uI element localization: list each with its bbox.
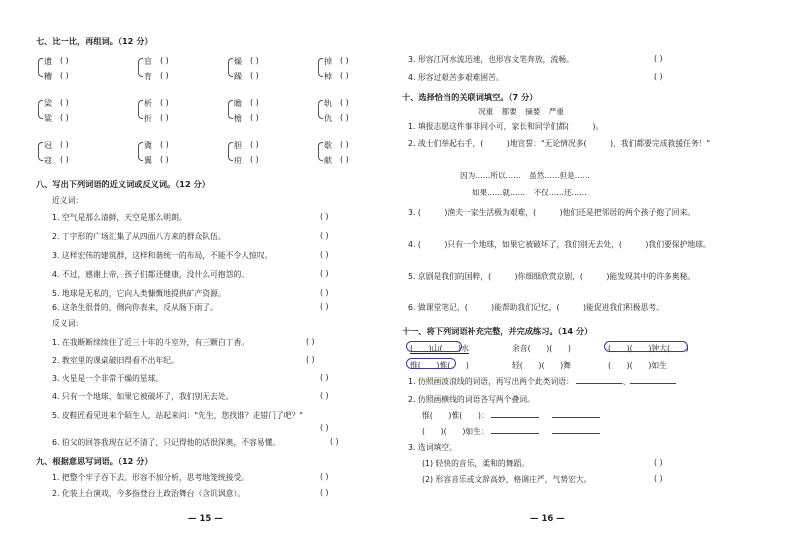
s11-q2a: 惟( )惟( )： [422,410,600,421]
pair-brace [138,142,143,161]
synonym-item: 1. 空气是那么清鲜，天空是那么明朗。 [52,213,187,222]
pair-char: 躁 [234,72,242,81]
synonym-item: 3. 这样宏伟的建筑群，这样和谐统一的布局，不能不令人惊叹。 [52,251,273,260]
antonym-item: 6. 伯父的回答我现在记不清了，只记得他的话很深奥，不容易懂。 [52,438,281,447]
pair-answer-paren[interactable]: ( ) [60,113,69,122]
pair-brace [38,100,43,119]
idiom-highlight [406,341,462,352]
pair-char: 冀 [144,141,152,150]
answer-paren[interactable]: ( ) [306,337,315,346]
pair-char: 轨 [324,99,332,108]
pair-answer-paren[interactable]: ( ) [340,155,349,164]
pair-brace [138,100,143,119]
idiom-highlight [406,358,456,369]
pair-answer-paren[interactable]: ( ) [160,155,169,164]
conjunction-row-2: 如果……就…… 不仅……还…… [472,188,587,197]
answer-paren[interactable]: ( ) [330,437,339,446]
pair-brace [318,142,323,161]
word-bank: 况重 都要 摘要 严重 [478,107,564,116]
pair-answer-paren[interactable]: ( ) [250,113,259,122]
pair-char: 遗 [44,57,52,66]
synonym-item: 4. 不过，感谢上帝，孩子们都还健康，没什么可抱怨的。 [52,270,250,279]
pair-brace [318,100,323,119]
answer-paren[interactable]: ( ) [320,269,329,278]
pair-answer-paren[interactable]: ( ) [250,98,259,107]
pair-brace [318,58,323,77]
answer-paren[interactable]: ( ) [306,355,315,364]
s11-q3: 3. 选词填空。 [408,443,457,452]
answer-paren[interactable]: ( ) [654,458,663,467]
pair-char: 糟 [44,72,52,81]
pair-answer-paren[interactable]: ( ) [340,56,349,65]
pair-brace [228,142,233,161]
pair-char: 疸 [234,156,242,165]
pair-char: 仇 [324,114,332,123]
idiom-blank-row2[interactable]: 轻( )( )舞 [512,361,571,370]
s11-q2b: ( )( )如生： [422,426,600,437]
answer-paren[interactable]: ( ) [654,54,663,63]
pair-char: 盲 [144,57,152,66]
pair-answer-paren[interactable]: ( ) [160,56,169,65]
pair-char: 育 [144,72,152,81]
idiom-highlight [604,341,688,352]
pair-char: 棹 [324,72,332,81]
answer-paren[interactable]: ( ) [654,474,663,483]
pair-brace [228,58,233,77]
answer-paren[interactable]: ( ) [320,288,329,297]
pair-char: 掉 [324,57,332,66]
pair-char: 梁 [44,99,52,108]
section9-item: 4. 形容过艰苦多艰难困苦。 [408,73,504,82]
antonym-label: 反义词： [52,319,84,328]
s11-q3a: (1) 轻快的音乐，柔和的舞蹈。 [422,459,530,468]
idiom-blank-row1[interactable]: ( )山( )水 [410,344,469,353]
pair-answer-paren[interactable]: ( ) [60,71,69,80]
conjunction-item: 4. ( )只有一个地球，如果它被破坏了，我们别无去处，( )我们要保护地球。 [408,240,711,249]
section10-title: 十、选择恰当的关联词填空。（7 分） [402,92,538,102]
answer-paren[interactable]: ( ) [320,373,329,382]
pair-brace [228,100,233,119]
synonym-item: 6. 这条生很骨的，侧向你表来，反从肠下雨了。 [52,303,218,312]
pair-char: 献 [324,156,332,165]
pair-char: 粱 [44,114,52,123]
pair-char: 寇 [44,156,52,165]
pair-answer-paren[interactable]: ( ) [160,98,169,107]
answer-paren[interactable]: ( ) [320,472,329,481]
pair-answer-paren[interactable]: ( ) [340,113,349,122]
pair-answer-paren[interactable]: ( ) [60,98,69,107]
answer-paren[interactable]: ( ) [320,423,329,432]
s11-q1: 1. 仿照画波浪线的词语，再写出两个此类词语： 、 [408,376,676,387]
pair-char: 翼 [144,156,152,165]
section9-item: 2. 化装上台演戏，今多指登台上政治舞台（含讥讽意）。 [52,489,246,498]
idiom-blank-row2[interactable]: 惟( )惟( ) [410,361,469,370]
conjunction-row-1: 因为……所以…… 虽然……但是…… [460,171,590,180]
antonym-item: 4. 只有一个地球，如果它被破坏了，我们别无去处。 [52,392,234,401]
pair-answer-paren[interactable]: ( ) [60,56,69,65]
pair-char: 析 [144,99,152,108]
section11-title: 十一、将下列词语补充完整，并完成练习。（14 分） [402,326,593,336]
section9-item: 3. 形容江河水流迅速，也形容文笔奔放，流畅。 [408,55,574,64]
synonym-label: 近义词： [52,196,84,205]
pair-char: 瞻 [234,99,242,108]
s10-item-1: 1. 填报志愿这件事非同小可，家长和同学们都( )。 [408,122,604,131]
page-number-right: — 16 — [530,514,565,524]
answer-paren[interactable]: ( ) [320,250,329,259]
pair-brace [138,58,143,77]
pair-char: 燥 [234,57,242,66]
pair-answer-paren[interactable]: ( ) [250,71,259,80]
synonym-item: 2. 丁字形的广场汇集了从四面八方来的群众队伍。 [52,232,226,241]
conjunction-item: 6. 做课堂笔记，( )能帮助我们记忆，( )能促进我们积极思考。 [408,303,664,312]
pair-char: 檐 [234,114,242,123]
pair-answer-paren[interactable]: ( ) [340,98,349,107]
pair-char: 歇 [324,141,332,150]
pair-char: 冠 [44,141,52,150]
pair-char: 折 [144,114,152,123]
section9-item: 1. 把整个牢子吞下去。形容不加分析，思考地笼统接受。 [52,473,250,482]
pair-answer-paren[interactable]: ( ) [250,155,259,164]
pair-answer-paren[interactable]: ( ) [60,140,69,149]
pair-char: 胆 [234,141,242,150]
pair-answer-paren[interactable]: ( ) [250,56,259,65]
answer-paren[interactable]: ( ) [320,212,329,221]
synonym-item: 5. 地球是无私的，它向人类慷慨地提供矿产资源。 [52,289,226,298]
antonym-item: 1. 在我断断续续住了近三十年的斗室外，有三颗白丁香。 [52,338,250,347]
pair-answer-paren[interactable]: ( ) [60,155,69,164]
antonym-item: 3. 火星是一个非常干燥的星球。 [52,374,164,383]
pair-answer-paren[interactable]: ( ) [160,140,169,149]
answer-paren[interactable]: ( ) [320,488,329,497]
idiom-blank-row2[interactable]: ( )( )如生 [608,361,667,370]
pair-answer-paren[interactable]: ( ) [160,71,169,80]
idiom-blank-row1[interactable]: ( )( )钟大( ) [608,344,689,353]
conjunction-item: 5. 京剧是我们的国粹，( )你细细欣赏京剧，( )能发现其中的许多奥秘。 [408,272,696,281]
pair-answer-paren[interactable]: ( ) [250,140,259,149]
pair-brace [38,58,43,77]
pair-answer-paren[interactable]: ( ) [340,71,349,80]
antonym-item: 5. 皮鞋匠看见进来个陌生人，站起来问："先生，您找谁？走错门了吧？" [52,411,303,420]
right-page [400,0,800,560]
pair-brace [38,142,43,161]
answer-paren[interactable]: ( ) [320,302,329,311]
s11-q2: 2. 仿照画横线的词语各写两个叠词。 [408,395,535,404]
antonym-item: 2. 教室里的课桌破旧得看不出年纪。 [52,356,179,365]
section8-title: 八、写出下列词语的近义词或反义词。（12 分） [36,179,210,189]
page-number-left: — 15 — [188,514,223,524]
pair-answer-paren[interactable]: ( ) [340,140,349,149]
idiom-blank-row1[interactable]: 余音( )( ) [512,344,571,353]
pair-answer-paren[interactable]: ( ) [160,113,169,122]
section9-title: 九、根据意思写词语。（12 分） [36,456,153,466]
conjunction-item: 3. ( )渔夫一家生活极为艰难，( )他们还是把邻居的两个孩子抱了回来。 [408,208,696,217]
answer-paren[interactable]: ( ) [320,231,329,240]
s10-item-2: 2. 战士们举起右手，( )地宣誓："无论情况多( )，我们都要完成救援任务！" [408,139,711,148]
answer-paren[interactable]: ( ) [320,391,329,400]
answer-paren[interactable]: ( ) [654,72,663,81]
s11-q3b: (2) 形容音乐或文辞高妙，格调庄严，气势宏大。 [422,475,592,484]
section7-title: 七、比一比，再组词。（12 分） [36,36,153,46]
